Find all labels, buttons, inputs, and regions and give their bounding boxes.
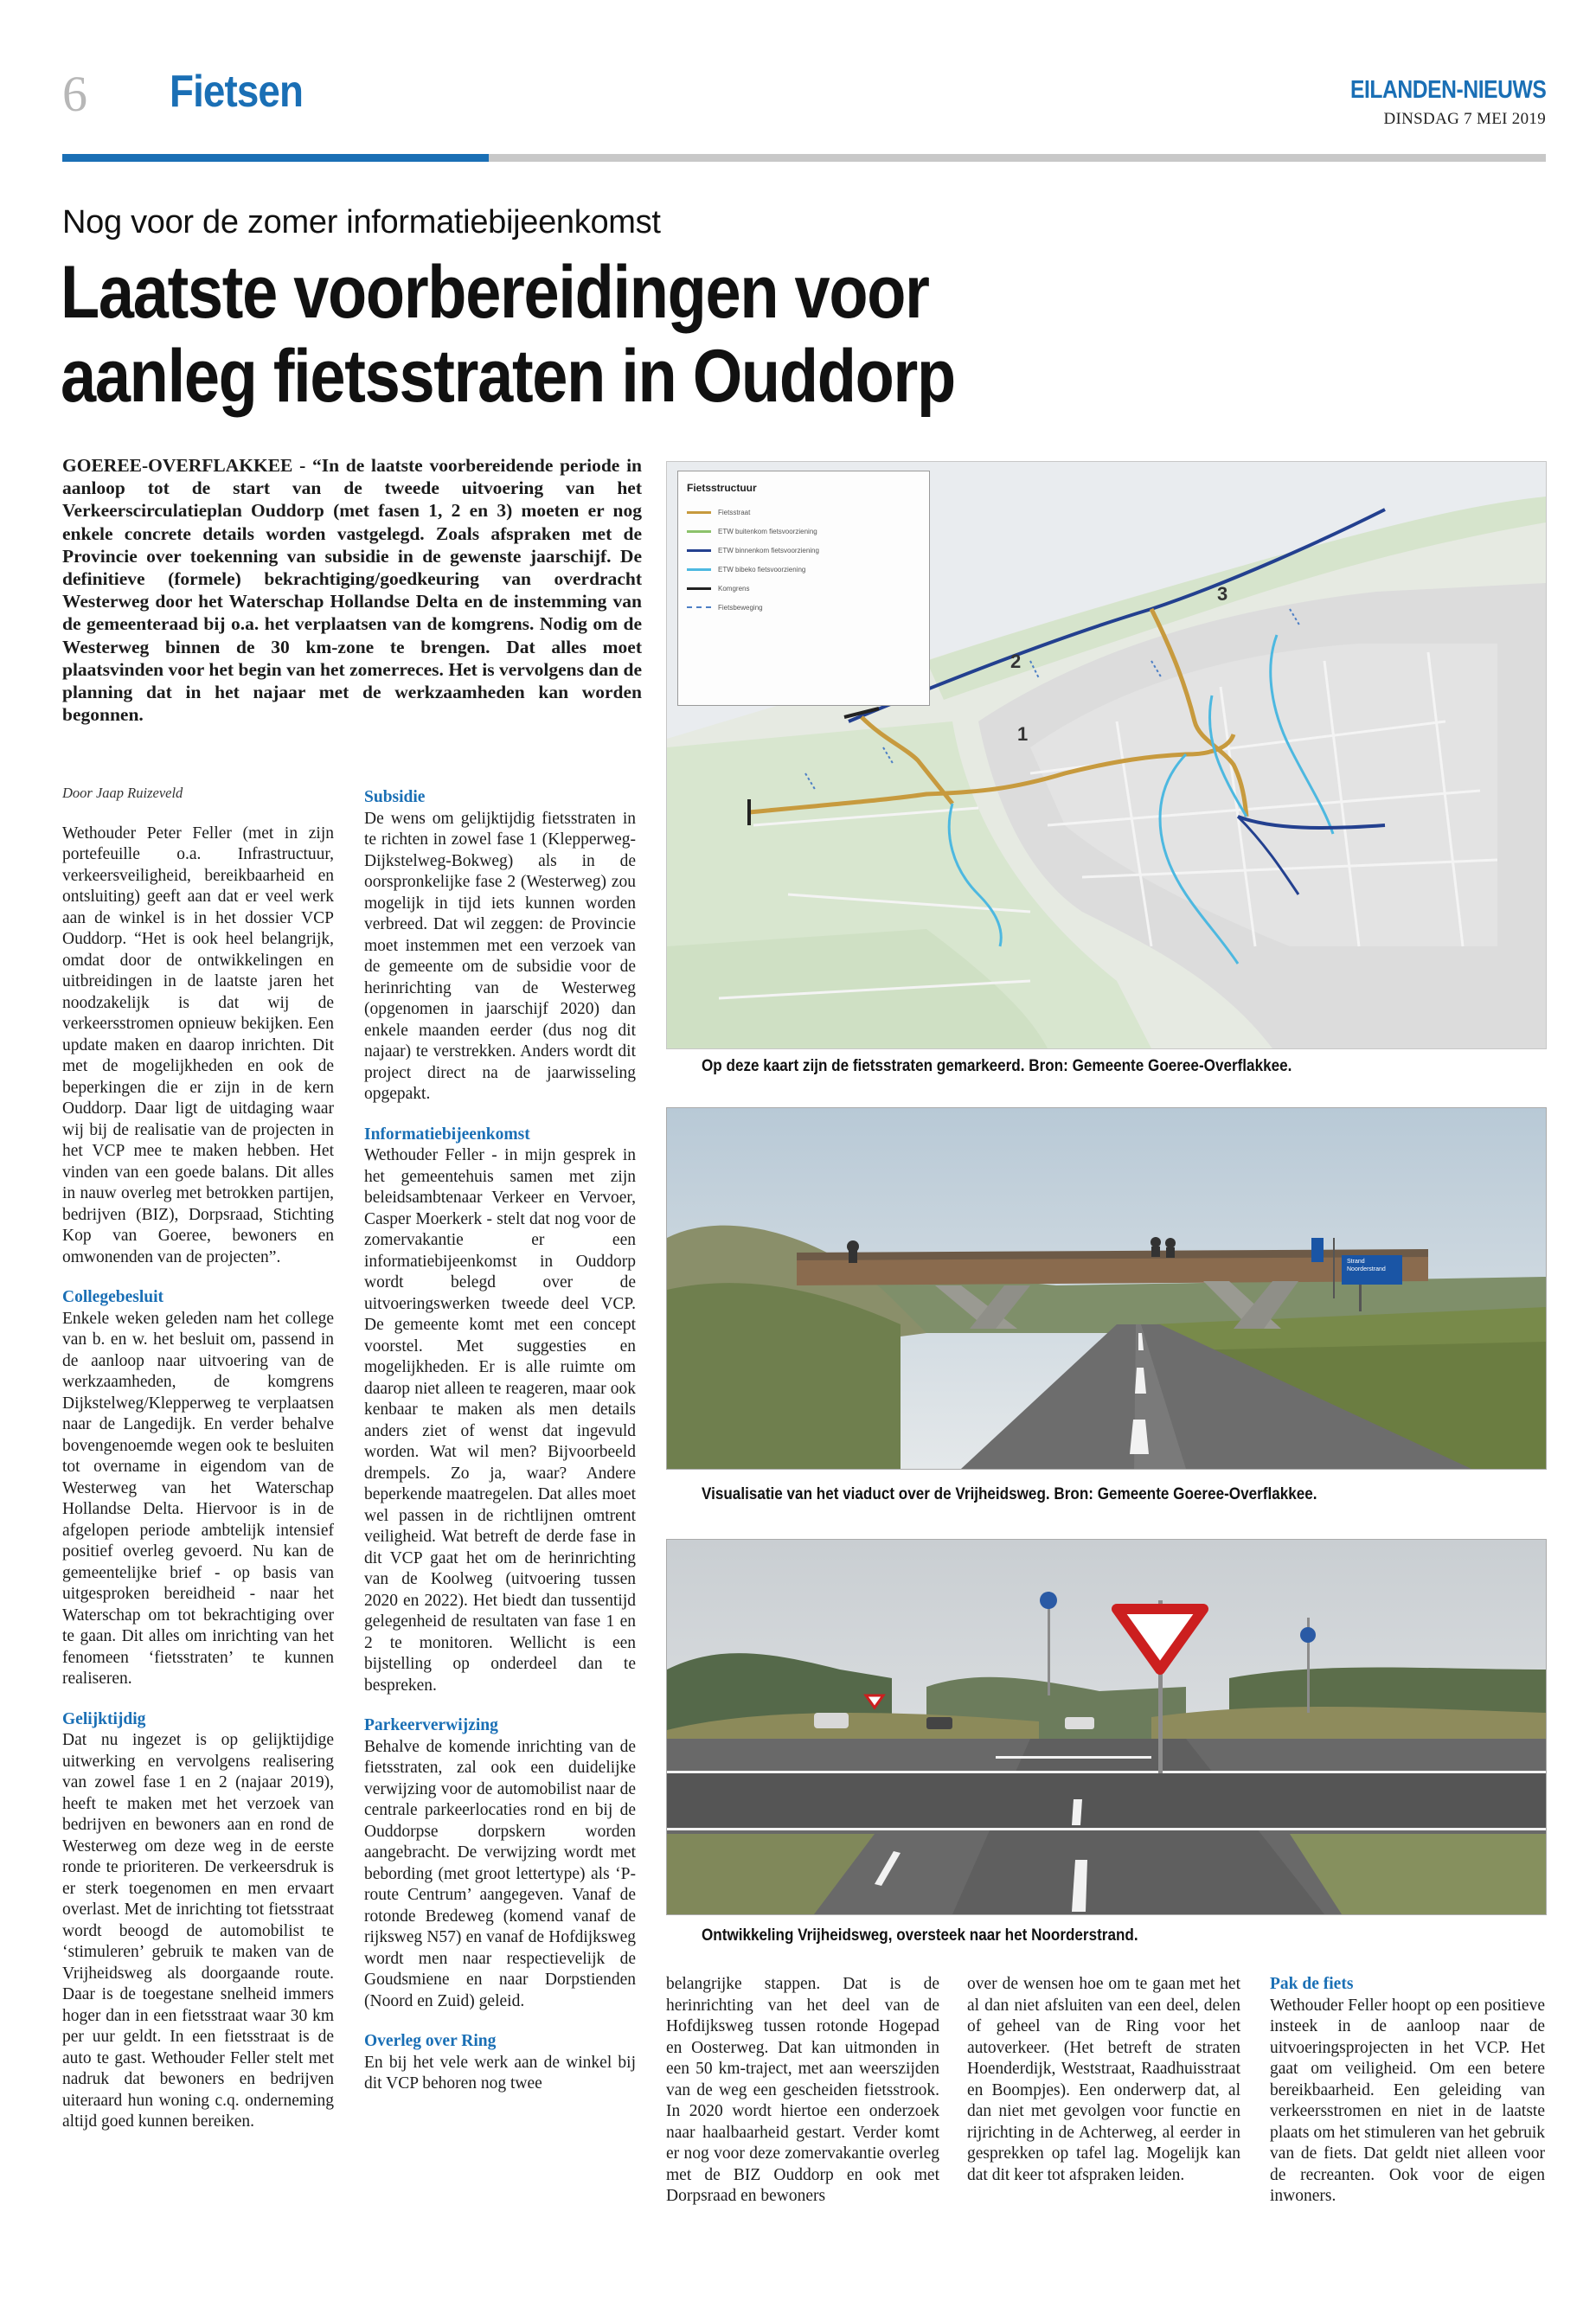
header-rule-accent: [62, 154, 489, 162]
viaduct-caption: Visualisatie van het viaduct over de Vrijheidsweg. Bron: Gemeente Goeree-Overflakkee.: [702, 1485, 1317, 1503]
phase-label-1: 1: [1017, 723, 1029, 745]
article-intro: GOEREE-OVERFLAKKEE - “In de laatste voorbereidende periode in aanloop tot de start van de tweede uitvoering van het Verkeerscirculatieplan Ouddorp (met fasen 1, 2 en 3) moeten er nog enkele concrete details worden vastgelegd. Zoals afspraken met de Provincie over toekenning van subsidie in de gewenste jaarschijf. De definitieve (formele) bekrachtiging/goedkeuring van overdracht Westerweg door het Waterschap Hollandse Delta en de instemming van de gemeenteraad bij o.a. het verplaatsen van de komgrens. Nodig om de Westerweg binnen de 30 km-zone te brengen. Dat alles moet plaatsvinden voor het begin van het zomerreces. Het is vervolgens dan de planning dat in het najaar met de werkzaamheden kan worden begonnen.: [62, 455, 642, 726]
subheading-parkeerverwijzing: Parkeerverwijzing: [364, 1716, 498, 1734]
section-title: Fietsen: [170, 67, 304, 117]
byline: Door Jaap Ruizeveld: [62, 785, 183, 801]
paragraph: over de wensen hoe om te gaan met het al dan niet afsluiten van een deel, delen of geheel van de Ring voor het autoverkeer. (Het betreft de straten Hoenderdijk, Weststraat, Raadhuisstraat en Boompjes). Een onderwerp dat, al dan niet met gevolgen voor functie en rijrichting in de Achterweg, al eerder in gesprekken op tafel lag. Mogelijk kan dat dit keer tot afspraken leiden.: [967, 1975, 1240, 2184]
viaduct-illustration: [667, 1108, 1546, 1469]
header-rule: [489, 154, 1546, 162]
viaduct-photo: [666, 1107, 1547, 1470]
publication-logo: EILANDEN-NIEUWS: [1349, 76, 1546, 104]
page-number: 6: [62, 66, 87, 122]
paragraph: Enkele weken geleden nam het college van b. en w. het besluit om, passend in de aanloop naar uitvoering van de werkzaamheden, de komgrens Dijkstelweg/Klepperweg te verplaatsen naar de Langedijk. En verder behalve bovengenoemde wegen ook te besluiten tot overname in eigendom van de Westerweg van het Waterschap Hollandse Delta. Hiervoor is in de afgelopen periode ambtelijk intensief positief overleg gevoerd. Nu kan de gemeentelijke brief - op basis van uitgesproken bereidheid - naar het Waterschap om tot bekrachtiging over te gaan. Dit alles om inrichting van het fenomeen ‘fietsstraten’ te kunnen realiseren.: [62, 1309, 334, 1688]
route-map: [666, 461, 1547, 1049]
paragraph: Wethouder Peter Feller (met in zijn portefeuille o.a. Infrastructuur, verkeersveiligheid, bereikbaarheid en ontsluiting) geeft aan dat er veel werk aan de winkel is in het dossier VCP Ouddorp. “Het is ook heel belangrijk, omdat door de ontwikkelingen en uitbreidingen in de laatste jaren het noodzakelijk is dat wij de verkeersstromen opnieuw bekijken. Een update maken en daarop inrichten. Dit met de mogelijkheden en ook de beperkingen die er zijn in de kern Ouddorp. Daar ligt de uitdaging waar wij bij de realisatie van de projecten in het VCP mee te maken hebben. Het vinden van een goede balans. Dit alles in nauw overleg met betrokken partijen, bedrijven (BIZ), Dorpsraad, Stichting Kop van Goeree, bewoners en omwonenden van de projecten”.: [62, 824, 334, 1266]
publication-date: DINSDAG 7 MEI 2019: [1383, 110, 1546, 128]
paragraph: Wethouder Feller hoopt op een positieve insteek in de aanloop naar de uitvoeringsprojecten in het VCP. Het gaat om veiligheid. Om een betere bereikbaarheid. Een geleiding van verkeersstromen en niet in de laatste plaats om het stimuleren van het gebruik van de fiets. Dat geldt niet alleen voor de recreanten. Ook voor de eigen inwoners.: [1270, 1996, 1545, 2205]
column-3: [666, 1974, 939, 2227]
crossing-caption: Ontwikkeling Vrijheidsweg, oversteek naar het Noorderstrand.: [702, 1926, 1138, 1945]
paragraph: Behalve de komende inrichting van de fietsstraten, zal ook een duidelijke verwijzing voor de automobilist naar de centrale parkeerlocaties rond en bij de Ouddorpse dorpskern worden aangebracht. De verwijzing wordt met bebording (met groot lettertype) als ‘P-route Centrum’ aangegeven. Vanaf de rotonde Bredeweg (komend vanaf de rijksweg N57) en vanaf de Hofdijksweg wordt men naar respectievelijk de Goudsmiene en naar Dorpstienden (Noord en Zuid) geleid.: [364, 1737, 636, 2010]
subheading-informatiebijeenkomst: Informatiebijeenkomst: [364, 1125, 530, 1144]
legend-item: ETW bibeko fietsvoorziening: [687, 563, 805, 575]
phase-label-3: 3: [1217, 583, 1228, 605]
column-4: [967, 1974, 1240, 2205]
map-legend: [677, 471, 930, 706]
subheading-gelijktijdig: Gelijktijdig: [62, 1709, 146, 1728]
subheading-subsidie: Subsidie: [364, 788, 426, 806]
subheading-pak-de-fiets: Pak de fiets: [1270, 1975, 1354, 1993]
paragraph: En bij het vele werk aan de winkel bij dit VCP behoren nog twee: [364, 2053, 636, 2093]
article-headline: Laatste voorbereidingen voor aanleg fietsstraten in Ouddorp: [61, 251, 955, 418]
paragraph: Dat nu ingezet is op gelijktijdige uitwerking en vervolgens realisering van zowel fase 1 en 2 (najaar 2019), heeft te maken met het verzoek van bedrijven en bewoners aan en rond de Westerweg om deze weg in de eerste ronde te prioriteren. De verkeersdruk is er sterk toegenomen en men ervaart overlast. Met de inrichting tot fietsstraat wordt beoogd de automobilist te ‘stimuleren’ gebruik te maken van de Vrijheidsweg als doorgaande route. Daar is de toegestane snelheid immers hoger dan in een fietsstraat waar 30 km per uur geldt. In een fietsstraat is de auto te gast. Wethouder Feller stelt met nadruk dat bewoners en bedrijven uiteraard hun woning c.q. onderneming altijd goed kunnen bereiken.: [62, 1731, 334, 2131]
road-sign: Strand Noorderstrand: [1347, 1259, 1386, 1272]
legend-item: Fietsstraat: [687, 506, 750, 518]
legend-title: Fietsstructuur: [687, 482, 757, 494]
crossing-illustration: [667, 1540, 1546, 1914]
legend-item: ETW buitenkom fietsvoorziening: [687, 525, 817, 537]
legend-item: Komgrens: [687, 582, 749, 594]
map-caption: Op deze kaart zijn de fietsstraten gemarkeerd. Bron: Gemeente Goeree-Overflakkee.: [702, 1057, 1292, 1075]
legend-item: ETW binnenkom fietsvoorziening: [687, 544, 819, 556]
subheading-overleg-over-ring: Overleg over Ring: [364, 2032, 497, 2050]
column-5: [1270, 1974, 1545, 2227]
paragraph: belangrijke stappen. Dat is de herinrichting van het deel van de Hofdijksweg tussen rotonde Hogepad en Oosterweg. Dat kan uitmonden in een 50 km-traject, met aan weerszijden van de weg een gescheiden fietsstrook. In 2020 wordt hiertoe een onderzoek naar haalbaarheid gestart. Verder komt er nog voor deze zomervakantie overleg met de BIZ Ouddorp en ook met Dorpsraad en bewoners: [666, 1975, 939, 2205]
article-kicker: Nog voor de zomer informatiebijeenkomst: [62, 204, 661, 240]
paragraph: Wethouder Feller - in mijn gesprek in het gemeentehuis samen met zijn beleidsambtenaar Verkeer en Vervoer, Casper Moerkerk - stelt dat nog voor de zomervakantie er een informatiebijeenkomst in Ouddorp wordt belegd over de uitvoeringswerken tweede deel VCP. De gemeente komt met een concept voorstel. Met suggesties en mogelijkheden. Er is alle ruimte om daarop niet alleen te reageren, maar ook kenbaar te maken als men details anders ziet of wenst dat ingevuld worden. Wat wil men? Bijvoorbeeld drempels. Zo ja, waar? Andere beperkende maatregelen. Dat alles moet wel passen in de richtlijnen omtrent veiligheid. Wat betreft de derde fase in dit VCP gaat het om de herinrichting van de Koolweg (uitvoering tussen 2020 en 2022). Het biedt dan tussentijd gelegenheid de resultaten van fase 1 en 2 te monitoren. Wellicht is een bijstelling op onderdeel dan te bespreken.: [364, 1146, 636, 1695]
legend-item: Fietsbeweging: [687, 601, 763, 613]
column-1: [62, 783, 334, 2152]
column-2: [364, 787, 636, 2114]
phase-label-2: 2: [1010, 651, 1022, 672]
subheading-collegebesluit: Collegebesluit: [62, 1288, 163, 1306]
crossing-photo: [666, 1539, 1547, 1915]
paragraph: De wens om gelijktijdig fietsstraten in te richten in zowel fase 1 (Klepperweg-Dijkstelweg-Bokweg) als in de oorspronkelijke fase 2 (Westerweg) zou mogelijk in tijd iets kunnen worden verbreed. Dat wil zeggen: de Provincie moet instemmen met een verzoek van de gemeente om de subsidie voor de herinrichting van de Westerweg (opgenomen in jaarschijf 2020) dan enkele maanden eerder (dus nog dit najaar) te verstrekken. Anders wordt dit project direct na de jaarwisseling opgepakt.: [364, 809, 636, 1103]
